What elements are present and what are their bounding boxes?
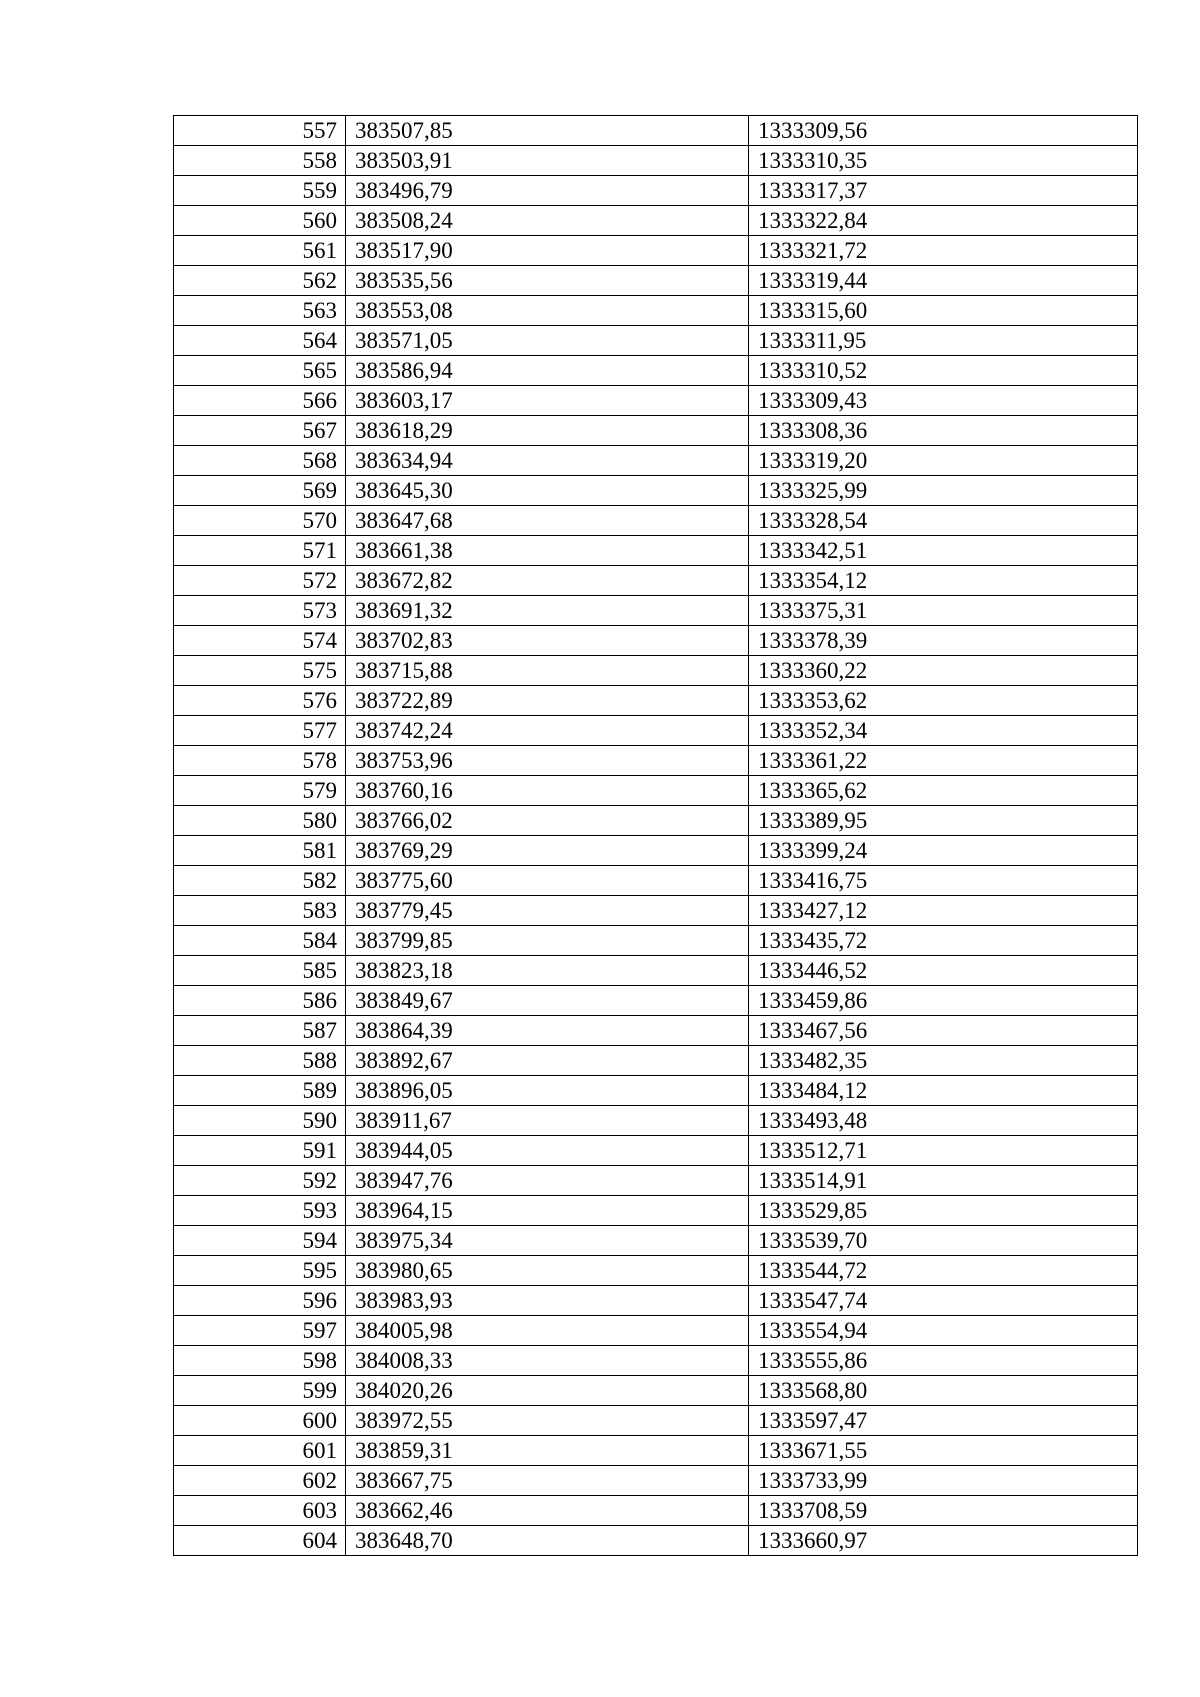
table-row — [174, 506, 1138, 536]
y-coordinate-cell: 1333597,47 — [749, 1406, 1138, 1436]
x-coordinate-cell: 383859,31 — [346, 1436, 749, 1466]
x-coordinate-cell: 383799,85 — [346, 926, 749, 956]
point-number-cell: 597 — [174, 1316, 346, 1346]
point-number-cell: 571 — [174, 536, 346, 566]
point-number-cell: 559 — [174, 176, 346, 206]
point-number-cell: 590 — [174, 1106, 346, 1136]
x-coordinate-cell: 383586,94 — [346, 356, 749, 386]
point-number-cell: 587 — [174, 1016, 346, 1046]
table-row — [174, 776, 1138, 806]
point-number-cell: 581 — [174, 836, 346, 866]
y-coordinate-cell: 1333544,72 — [749, 1256, 1138, 1286]
table-row — [174, 296, 1138, 326]
table-row — [174, 566, 1138, 596]
point-number-cell: 576 — [174, 686, 346, 716]
y-coordinate-cell: 1333354,12 — [749, 566, 1138, 596]
point-number-cell: 574 — [174, 626, 346, 656]
table-row — [174, 1316, 1138, 1346]
table-row — [174, 536, 1138, 566]
point-number-cell: 598 — [174, 1346, 346, 1376]
table-row — [174, 356, 1138, 386]
table-row — [174, 326, 1138, 356]
y-coordinate-cell: 1333317,37 — [749, 176, 1138, 206]
y-coordinate-cell: 1333482,35 — [749, 1046, 1138, 1076]
point-number-cell: 570 — [174, 506, 346, 536]
table-row — [174, 746, 1138, 776]
table-row — [174, 176, 1138, 206]
y-coordinate-cell: 1333322,84 — [749, 206, 1138, 236]
y-coordinate-cell: 1333708,59 — [749, 1496, 1138, 1526]
point-number-cell: 569 — [174, 476, 346, 506]
x-coordinate-cell: 383823,18 — [346, 956, 749, 986]
y-coordinate-cell: 1333308,36 — [749, 416, 1138, 446]
table-row — [174, 266, 1138, 296]
table-row — [174, 146, 1138, 176]
y-coordinate-cell: 1333671,55 — [749, 1436, 1138, 1466]
y-coordinate-cell: 1333660,97 — [749, 1526, 1138, 1556]
x-coordinate-cell: 383775,60 — [346, 866, 749, 896]
y-coordinate-cell: 1333459,86 — [749, 986, 1138, 1016]
point-number-cell: 580 — [174, 806, 346, 836]
table-row — [174, 1256, 1138, 1286]
x-coordinate-cell: 383634,94 — [346, 446, 749, 476]
table-row — [174, 206, 1138, 236]
x-coordinate-cell: 383753,96 — [346, 746, 749, 776]
table-row — [174, 656, 1138, 686]
y-coordinate-cell: 1333309,56 — [749, 116, 1138, 146]
table-row — [174, 476, 1138, 506]
table-row — [174, 1106, 1138, 1136]
x-coordinate-cell: 383553,08 — [346, 296, 749, 326]
y-coordinate-cell: 1333309,43 — [749, 386, 1138, 416]
x-coordinate-cell: 383972,55 — [346, 1406, 749, 1436]
table-row — [174, 1136, 1138, 1166]
x-coordinate-cell: 383603,17 — [346, 386, 749, 416]
table-row — [174, 926, 1138, 956]
table-row — [174, 1046, 1138, 1076]
x-coordinate-cell: 383769,29 — [346, 836, 749, 866]
x-coordinate-cell: 383702,83 — [346, 626, 749, 656]
y-coordinate-cell: 1333310,35 — [749, 146, 1138, 176]
y-coordinate-cell: 1333399,24 — [749, 836, 1138, 866]
table-row — [174, 956, 1138, 986]
table-row — [174, 1496, 1138, 1526]
table-row — [174, 1406, 1138, 1436]
y-coordinate-cell: 1333484,12 — [749, 1076, 1138, 1106]
y-coordinate-cell: 1333427,12 — [749, 896, 1138, 926]
table-row — [174, 116, 1138, 146]
point-number-cell: 572 — [174, 566, 346, 596]
table-row — [174, 686, 1138, 716]
point-number-cell: 563 — [174, 296, 346, 326]
point-number-cell: 568 — [174, 446, 346, 476]
table-row — [174, 836, 1138, 866]
y-coordinate-cell: 1333512,71 — [749, 1136, 1138, 1166]
y-coordinate-cell: 1333342,51 — [749, 536, 1138, 566]
table-row — [174, 626, 1138, 656]
x-coordinate-cell: 383975,34 — [346, 1226, 749, 1256]
x-coordinate-cell: 383508,24 — [346, 206, 749, 236]
table-row — [174, 806, 1138, 836]
table-row — [174, 596, 1138, 626]
point-number-cell: 592 — [174, 1166, 346, 1196]
x-coordinate-cell: 383896,05 — [346, 1076, 749, 1106]
table-row — [174, 1226, 1138, 1256]
point-number-cell: 588 — [174, 1046, 346, 1076]
table-row — [174, 986, 1138, 1016]
x-coordinate-cell: 383662,46 — [346, 1496, 749, 1526]
x-coordinate-cell: 383691,32 — [346, 596, 749, 626]
table-row — [174, 416, 1138, 446]
y-coordinate-cell: 1333568,80 — [749, 1376, 1138, 1406]
y-coordinate-cell: 1333321,72 — [749, 236, 1138, 266]
point-number-cell: 591 — [174, 1136, 346, 1166]
table-row — [174, 716, 1138, 746]
point-number-cell: 594 — [174, 1226, 346, 1256]
x-coordinate-cell: 383944,05 — [346, 1136, 749, 1166]
point-number-cell: 582 — [174, 866, 346, 896]
x-coordinate-cell: 383964,15 — [346, 1196, 749, 1226]
point-number-cell: 573 — [174, 596, 346, 626]
y-coordinate-cell: 1333514,91 — [749, 1166, 1138, 1196]
y-coordinate-cell: 1333446,52 — [749, 956, 1138, 986]
table-row — [174, 1376, 1138, 1406]
point-number-cell: 560 — [174, 206, 346, 236]
point-number-cell: 565 — [174, 356, 346, 386]
table-row — [174, 1346, 1138, 1376]
point-number-cell: 589 — [174, 1076, 346, 1106]
point-number-cell: 558 — [174, 146, 346, 176]
point-number-cell: 577 — [174, 716, 346, 746]
table-row — [174, 896, 1138, 926]
x-coordinate-cell: 383503,91 — [346, 146, 749, 176]
x-coordinate-cell: 383766,02 — [346, 806, 749, 836]
x-coordinate-cell: 384020,26 — [346, 1376, 749, 1406]
y-coordinate-cell: 1333733,99 — [749, 1466, 1138, 1496]
table-row — [174, 1166, 1138, 1196]
table-row — [174, 1076, 1138, 1106]
point-number-cell: 596 — [174, 1286, 346, 1316]
y-coordinate-cell: 1333416,75 — [749, 866, 1138, 896]
y-coordinate-cell: 1333353,62 — [749, 686, 1138, 716]
x-coordinate-cell: 383648,70 — [346, 1526, 749, 1556]
table-row — [174, 866, 1138, 896]
point-number-cell: 603 — [174, 1496, 346, 1526]
point-number-cell: 567 — [174, 416, 346, 446]
x-coordinate-cell: 384005,98 — [346, 1316, 749, 1346]
x-coordinate-cell: 383722,89 — [346, 686, 749, 716]
point-number-cell: 575 — [174, 656, 346, 686]
y-coordinate-cell: 1333311,95 — [749, 326, 1138, 356]
x-coordinate-cell: 383661,38 — [346, 536, 749, 566]
point-number-cell: 583 — [174, 896, 346, 926]
point-number-cell: 599 — [174, 1376, 346, 1406]
point-number-cell: 566 — [174, 386, 346, 416]
y-coordinate-cell: 1333467,56 — [749, 1016, 1138, 1046]
coordinates-table-body — [174, 116, 1138, 1556]
point-number-cell: 600 — [174, 1406, 346, 1436]
x-coordinate-cell: 383672,82 — [346, 566, 749, 596]
x-coordinate-cell: 383517,90 — [346, 236, 749, 266]
x-coordinate-cell: 383667,75 — [346, 1466, 749, 1496]
table-row — [174, 236, 1138, 266]
table-row — [174, 1466, 1138, 1496]
table-row — [174, 1196, 1138, 1226]
point-number-cell: 586 — [174, 986, 346, 1016]
x-coordinate-cell: 383535,56 — [346, 266, 749, 296]
x-coordinate-cell: 383571,05 — [346, 326, 749, 356]
x-coordinate-cell: 383645,30 — [346, 476, 749, 506]
x-coordinate-cell: 383647,68 — [346, 506, 749, 536]
x-coordinate-cell: 383507,85 — [346, 116, 749, 146]
y-coordinate-cell: 1333319,44 — [749, 266, 1138, 296]
point-number-cell: 557 — [174, 116, 346, 146]
point-number-cell: 602 — [174, 1466, 346, 1496]
y-coordinate-cell: 1333554,94 — [749, 1316, 1138, 1346]
point-number-cell: 579 — [174, 776, 346, 806]
point-number-cell: 561 — [174, 236, 346, 266]
table-row — [174, 1016, 1138, 1046]
point-number-cell: 595 — [174, 1256, 346, 1286]
x-coordinate-cell: 383864,39 — [346, 1016, 749, 1046]
point-number-cell: 604 — [174, 1526, 346, 1556]
x-coordinate-cell: 383849,67 — [346, 986, 749, 1016]
point-number-cell: 564 — [174, 326, 346, 356]
table-row — [174, 1286, 1138, 1316]
y-coordinate-cell: 1333328,54 — [749, 506, 1138, 536]
y-coordinate-cell: 1333310,52 — [749, 356, 1138, 386]
x-coordinate-cell: 383715,88 — [346, 656, 749, 686]
y-coordinate-cell: 1333365,62 — [749, 776, 1138, 806]
x-coordinate-cell: 383742,24 — [346, 716, 749, 746]
x-coordinate-cell: 383618,29 — [346, 416, 749, 446]
y-coordinate-cell: 1333539,70 — [749, 1226, 1138, 1256]
point-number-cell: 585 — [174, 956, 346, 986]
y-coordinate-cell: 1333555,86 — [749, 1346, 1138, 1376]
x-coordinate-cell: 383980,65 — [346, 1256, 749, 1286]
y-coordinate-cell: 1333315,60 — [749, 296, 1138, 326]
point-number-cell: 593 — [174, 1196, 346, 1226]
y-coordinate-cell: 1333493,48 — [749, 1106, 1138, 1136]
y-coordinate-cell: 1333360,22 — [749, 656, 1138, 686]
point-number-cell: 601 — [174, 1436, 346, 1466]
y-coordinate-cell: 1333529,85 — [749, 1196, 1138, 1226]
y-coordinate-cell: 1333352,34 — [749, 716, 1138, 746]
y-coordinate-cell: 1333325,99 — [749, 476, 1138, 506]
y-coordinate-cell: 1333389,95 — [749, 806, 1138, 836]
table-row — [174, 386, 1138, 416]
point-number-cell: 562 — [174, 266, 346, 296]
table-row — [174, 446, 1138, 476]
table-row — [174, 1436, 1138, 1466]
x-coordinate-cell: 383983,93 — [346, 1286, 749, 1316]
y-coordinate-cell: 1333547,74 — [749, 1286, 1138, 1316]
x-coordinate-cell: 383496,79 — [346, 176, 749, 206]
y-coordinate-cell: 1333361,22 — [749, 746, 1138, 776]
y-coordinate-cell: 1333435,72 — [749, 926, 1138, 956]
x-coordinate-cell: 384008,33 — [346, 1346, 749, 1376]
x-coordinate-cell: 383760,16 — [346, 776, 749, 806]
x-coordinate-cell: 383947,76 — [346, 1166, 749, 1196]
x-coordinate-cell: 383911,67 — [346, 1106, 749, 1136]
point-number-cell: 578 — [174, 746, 346, 776]
y-coordinate-cell: 1333378,39 — [749, 626, 1138, 656]
coordinates-table — [173, 115, 1138, 1556]
x-coordinate-cell: 383779,45 — [346, 896, 749, 926]
x-coordinate-cell: 383892,67 — [346, 1046, 749, 1076]
point-number-cell: 584 — [174, 926, 346, 956]
y-coordinate-cell: 1333375,31 — [749, 596, 1138, 626]
table-row — [174, 1526, 1138, 1556]
y-coordinate-cell: 1333319,20 — [749, 446, 1138, 476]
